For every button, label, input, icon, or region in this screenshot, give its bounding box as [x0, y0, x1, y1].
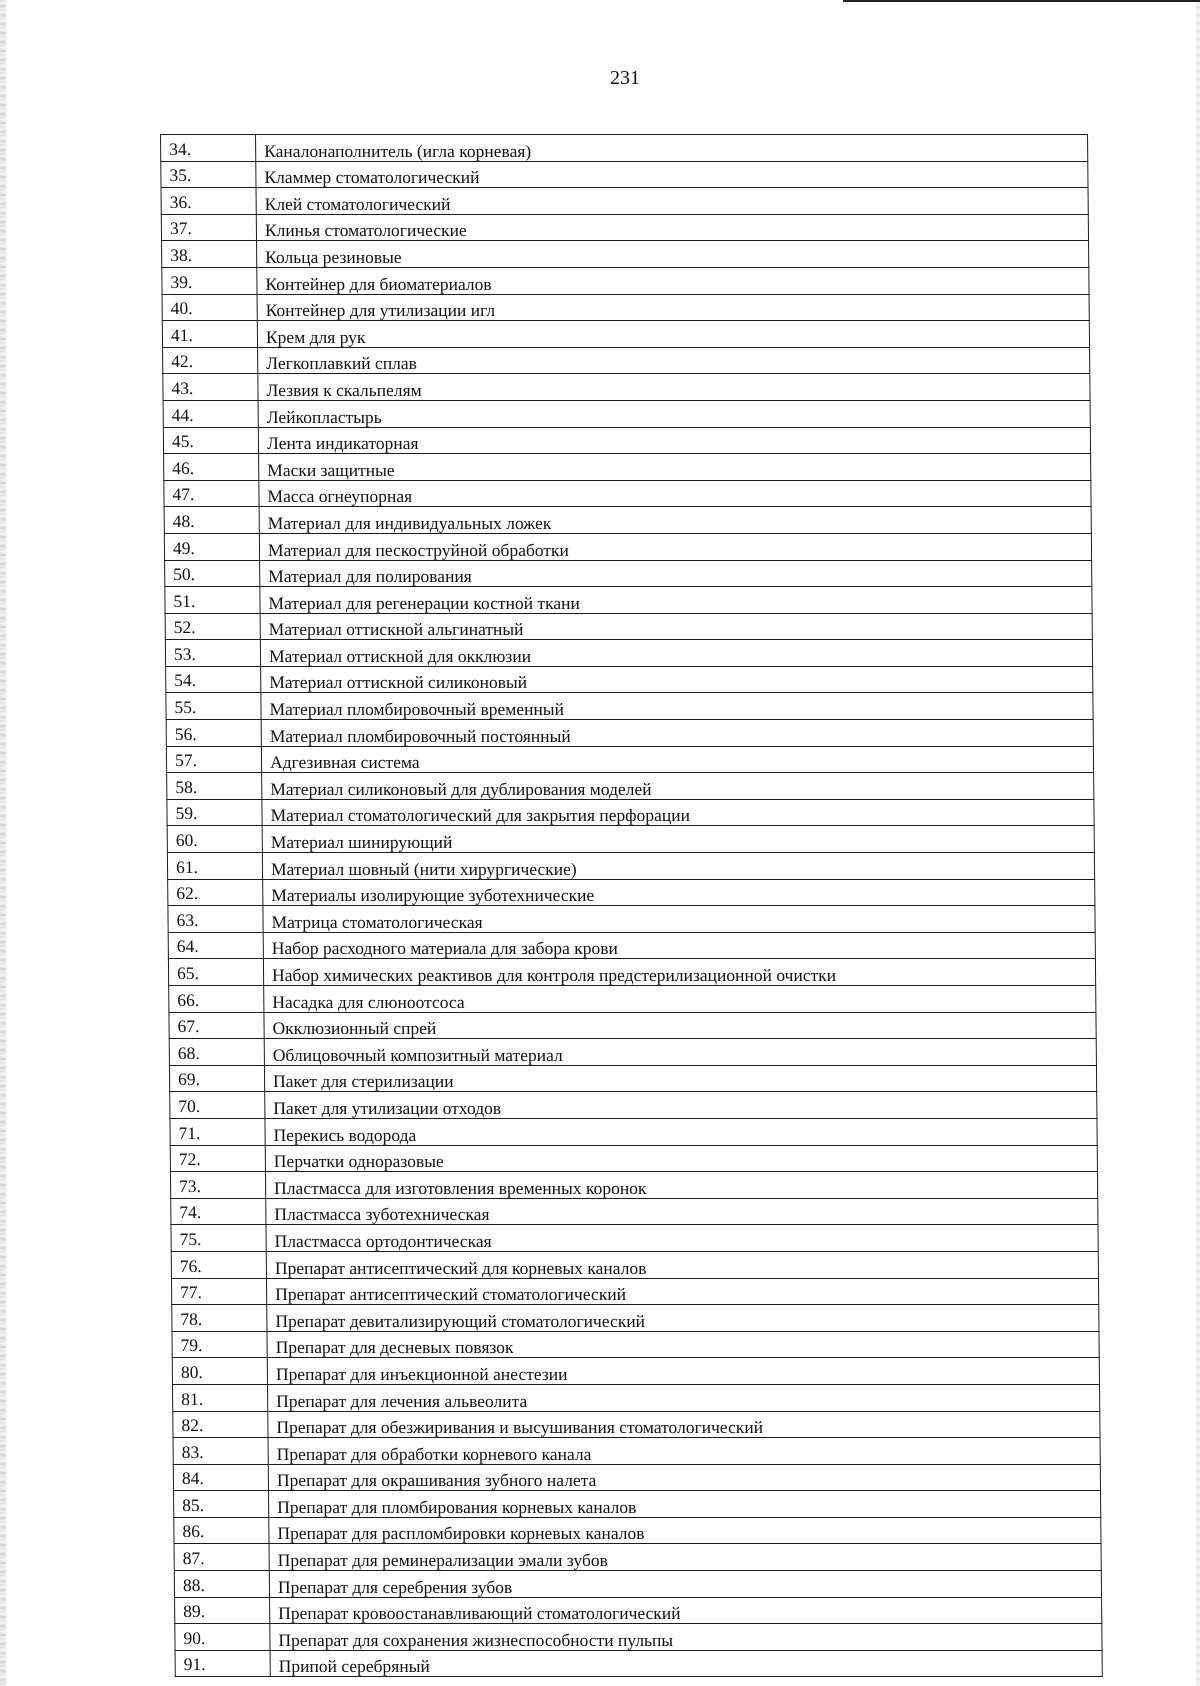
item-name: Материал для пескоструйной обработки	[259, 533, 1091, 560]
row-number: 62.	[168, 879, 263, 906]
table-row	[166, 720, 1093, 747]
item-name: Клинья стоматологические	[256, 214, 1088, 241]
row-number: 45.	[163, 427, 258, 454]
item-name: Препарат для реминерализации эмали зубов	[269, 1544, 1101, 1571]
row-number: 74.	[171, 1198, 266, 1225]
row-number: 51.	[165, 587, 260, 614]
item-name: Набор химических реактивов для контроля предстерилизационной очистки	[263, 959, 1095, 986]
item-name: Лезвия к скальпелям	[258, 374, 1090, 401]
item-name: Крем для рук	[257, 321, 1089, 348]
item-name: Пластмасса для изготовления временных коронок	[265, 1172, 1097, 1199]
item-name: Материалы изолирующие зуботехнические	[263, 879, 1095, 906]
row-number: 84.	[173, 1464, 268, 1491]
item-name: Материал для индивидуальных ложек	[259, 507, 1091, 534]
table-row	[169, 1012, 1096, 1039]
row-number: 58.	[167, 773, 262, 800]
table-row	[173, 1464, 1100, 1491]
item-name: Перчатки одноразовые	[265, 1145, 1097, 1172]
item-name: Препарат антисептический для корневых каналов	[266, 1251, 1098, 1278]
table-row	[168, 959, 1095, 986]
table-row	[162, 267, 1089, 294]
row-number: 48.	[164, 507, 259, 534]
table-row	[166, 746, 1093, 773]
table-row	[162, 321, 1089, 348]
table-row	[173, 1411, 1100, 1438]
row-number: 75.	[171, 1225, 266, 1252]
row-number: 46.	[164, 454, 259, 481]
table-row	[167, 826, 1094, 853]
table-row	[165, 613, 1092, 640]
row-number: 56.	[166, 720, 261, 747]
item-name: Легкоплавкий сплав	[258, 347, 1090, 374]
row-number: 36.	[161, 188, 256, 215]
item-name: Препарат для инъекционной анестезии	[267, 1358, 1099, 1385]
table-row	[172, 1358, 1099, 1385]
row-number: 71.	[170, 1118, 265, 1145]
row-number: 87.	[174, 1544, 269, 1571]
table-row	[175, 1597, 1102, 1624]
row-number: 86.	[174, 1517, 269, 1544]
item-name: Маски защитные	[259, 454, 1091, 481]
table-row	[172, 1331, 1099, 1358]
table-row	[164, 507, 1091, 534]
item-name: Масса огнеупорная	[259, 480, 1091, 507]
table-row	[164, 454, 1091, 481]
item-name: Клей стоматологический	[256, 188, 1088, 215]
item-name: Препарат для окрашивания зубного налета	[268, 1464, 1100, 1491]
row-number: 44.	[163, 400, 258, 427]
row-number: 55.	[166, 693, 261, 720]
item-name: Пакет для утилизации отходов	[265, 1092, 1097, 1119]
table-row	[169, 1065, 1096, 1092]
row-number: 82.	[173, 1411, 268, 1438]
item-name: Контейнер для биоматериалов	[257, 267, 1089, 294]
item-name: Материал оттискной альгинатный	[260, 613, 1092, 640]
item-name: Пластмасса ортодонтическая	[266, 1225, 1098, 1252]
row-number: 52.	[165, 613, 260, 640]
table-row	[166, 693, 1093, 720]
item-name: Материал оттискной для окклюзии	[260, 640, 1092, 667]
row-number: 50.	[165, 560, 260, 587]
item-name: Лента индикаторная	[258, 427, 1090, 454]
row-number: 78.	[172, 1305, 267, 1332]
item-name: Матрица стоматологическая	[263, 906, 1095, 933]
item-name: Материал стоматологический для закрытия перфорации	[262, 799, 1094, 826]
item-name: Препарат для серебрения зубов	[269, 1571, 1101, 1598]
row-number: 49.	[164, 533, 259, 560]
row-number: 89.	[175, 1597, 270, 1624]
table-row	[166, 666, 1093, 693]
item-name: Адгезивная система	[261, 746, 1093, 773]
table-row	[171, 1198, 1098, 1225]
table-row	[162, 294, 1089, 321]
table-row	[163, 374, 1090, 401]
item-name: Кольца резиновые	[257, 241, 1089, 268]
table-row	[171, 1225, 1098, 1252]
table-row	[171, 1251, 1098, 1278]
table-row	[171, 1278, 1098, 1305]
row-number: 34.	[161, 135, 256, 162]
row-number: 85.	[174, 1491, 269, 1518]
item-name: Перекись водорода	[265, 1118, 1097, 1145]
row-number: 64.	[168, 932, 263, 959]
row-number: 35.	[161, 161, 256, 188]
table-row	[161, 161, 1088, 188]
item-name: Препарат для обезжиривания и высушивания стоматологический	[268, 1411, 1100, 1438]
row-number: 70.	[170, 1092, 265, 1119]
row-number: 72.	[170, 1145, 265, 1172]
row-number: 42.	[163, 347, 258, 374]
table-row	[174, 1491, 1101, 1518]
table-row	[162, 241, 1089, 268]
table-row	[175, 1650, 1102, 1677]
table-row	[165, 640, 1092, 667]
item-name: Материал шовный (нити хирургические)	[262, 853, 1094, 880]
row-number: 66.	[169, 986, 264, 1013]
row-number: 43.	[163, 374, 258, 401]
table-row	[170, 1118, 1097, 1145]
row-number: 65.	[168, 959, 263, 986]
table-row	[161, 188, 1088, 215]
table-row	[168, 879, 1095, 906]
item-name: Припой серебряный	[270, 1650, 1102, 1677]
table-row	[170, 1092, 1097, 1119]
table-row	[170, 1145, 1097, 1172]
row-number: 77.	[171, 1278, 266, 1305]
row-number: 81.	[173, 1384, 268, 1411]
item-name: Материал оттискной силиконовый	[261, 666, 1093, 693]
item-name: Окклюзионный спрей	[264, 1012, 1096, 1039]
scan-edge-right	[1196, 0, 1200, 1686]
table-row	[167, 799, 1094, 826]
item-name: Кламмер стоматологический	[256, 161, 1088, 188]
item-name: Пакет для стерилизации	[264, 1065, 1096, 1092]
item-name: Насадка для слюноотсоса	[264, 986, 1096, 1013]
table-row	[174, 1544, 1101, 1571]
item-name: Препарат антисептический стоматологический	[266, 1278, 1098, 1305]
table-row	[169, 986, 1096, 1013]
row-number: 39.	[162, 267, 257, 294]
item-name: Пластмасса зуботехническая	[266, 1198, 1098, 1225]
row-number: 53.	[165, 640, 260, 667]
item-name: Препарат для лечения альвеолита	[268, 1384, 1100, 1411]
table-row	[167, 773, 1094, 800]
table-row	[174, 1571, 1101, 1598]
row-number: 90.	[175, 1624, 270, 1651]
table-row	[172, 1305, 1099, 1332]
row-number: 54.	[166, 666, 261, 693]
item-name: Препарат для сохранения жизнеспособности пульпы	[270, 1624, 1102, 1651]
item-name: Материал шинирующий	[262, 826, 1094, 853]
table-row	[175, 1624, 1102, 1651]
row-number: 38.	[162, 241, 257, 268]
item-name: Материал пломбировочный постоянный	[261, 720, 1093, 747]
item-name: Лейкопластырь	[258, 400, 1090, 427]
table-row	[170, 1172, 1097, 1199]
row-number: 69.	[169, 1065, 264, 1092]
table-row	[173, 1438, 1100, 1465]
row-number: 40.	[162, 294, 257, 321]
item-name: Каналонаполнитель (игла корневая)	[256, 135, 1088, 162]
table-row	[165, 560, 1092, 587]
item-name: Препарат для обработки корневого канала	[268, 1438, 1100, 1465]
table-row	[169, 1039, 1096, 1066]
row-number: 47.	[164, 480, 259, 507]
row-number: 41.	[162, 321, 257, 348]
table-row	[174, 1517, 1101, 1544]
row-number: 60.	[167, 826, 262, 853]
row-number: 59.	[167, 799, 262, 826]
item-name: Материал для регенерации костной ткани	[260, 587, 1092, 614]
row-number: 68.	[169, 1039, 264, 1066]
table-row	[163, 347, 1090, 374]
row-number: 80.	[172, 1358, 267, 1385]
row-number: 67.	[169, 1012, 264, 1039]
items-table-body	[161, 135, 1103, 1677]
table-row	[164, 480, 1091, 507]
table-row	[168, 906, 1095, 933]
row-number: 37.	[161, 214, 256, 241]
item-name: Препарат для пломбирования корневых каналов	[269, 1491, 1101, 1518]
row-number: 83.	[173, 1438, 268, 1465]
item-name: Препарат для десневых повязок	[267, 1331, 1099, 1358]
row-number: 79.	[172, 1331, 267, 1358]
scan-edge-left	[0, 0, 6, 1686]
table-row	[161, 214, 1088, 241]
item-name: Облицовочный композитный материал	[264, 1039, 1096, 1066]
items-table	[160, 134, 1103, 1677]
table-row	[163, 427, 1090, 454]
table-row	[168, 932, 1095, 959]
row-number: 88.	[174, 1571, 269, 1598]
table-row	[165, 587, 1092, 614]
item-name: Контейнер для утилизации игл	[257, 294, 1089, 321]
table-row	[163, 400, 1090, 427]
row-number: 73.	[170, 1172, 265, 1199]
table-row	[173, 1384, 1100, 1411]
row-number: 76.	[171, 1251, 266, 1278]
item-name: Материал для полирования	[260, 560, 1092, 587]
table-row	[164, 533, 1091, 560]
row-number: 57.	[166, 746, 261, 773]
table-row	[167, 853, 1094, 880]
row-number: 63.	[168, 906, 263, 933]
top-rule	[843, 0, 1200, 2]
row-number: 91.	[175, 1650, 270, 1677]
item-name: Препарат девитализирующий стоматологический	[267, 1305, 1099, 1332]
item-name: Набор расходного материала для забора крови	[263, 932, 1095, 959]
row-number: 61.	[167, 853, 262, 880]
table-row	[161, 135, 1088, 162]
item-name: Препарат кровоостанавливающий стоматологический	[270, 1597, 1102, 1624]
item-name: Материал пломбировочный временный	[261, 693, 1093, 720]
page-number: 231	[610, 67, 640, 89]
item-name: Препарат для распломбировки корневых каналов	[269, 1517, 1101, 1544]
item-name: Материал силиконовый для дублирования моделей	[262, 773, 1094, 800]
